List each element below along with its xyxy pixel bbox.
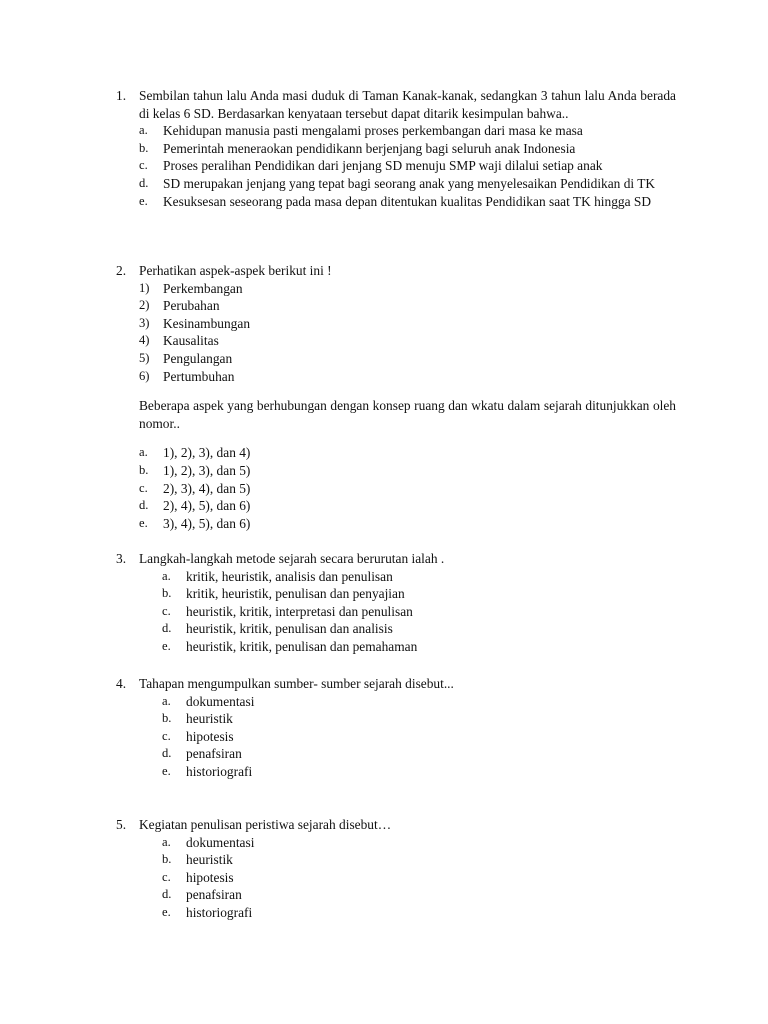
option-e: [139, 515, 676, 533]
question-3: [116, 550, 676, 656]
question-number: 3.: [116, 551, 127, 566]
option-text: historiografi: [186, 763, 253, 779]
option-label: b.: [139, 140, 149, 155]
item-label: 6): [139, 368, 150, 383]
option-text: dokumentasi: [186, 834, 255, 850]
option-a: [162, 568, 676, 586]
aspect-item-1: [139, 280, 676, 298]
question-text: Tahapan mengumpulkan sumber- sumber sejarah disebut...: [139, 676, 454, 691]
option-label: d.: [139, 175, 149, 190]
option-a: [139, 122, 676, 140]
option-text: 3), 4), 5), dan 6): [163, 515, 251, 531]
option-label: b.: [139, 462, 149, 477]
option-label: d.: [162, 746, 172, 761]
option-a: [162, 693, 676, 711]
option-text: historiografi: [186, 904, 253, 920]
option-text: SD merupakan jenjang yang tepat bagi seorang anak yang menyelesaikan Pendidikan di TK: [163, 175, 656, 191]
option-text: penafsiran: [186, 746, 242, 762]
option-label: e.: [162, 904, 171, 919]
question-4: [116, 675, 676, 781]
option-e: [139, 193, 676, 211]
option-e: [162, 638, 676, 656]
option-label: a.: [162, 693, 171, 708]
question-number: 4.: [116, 676, 127, 691]
option-b: [162, 710, 676, 728]
option-d: [162, 745, 676, 763]
option-text: heuristik, kritik, penulisan dan pemahaman: [186, 638, 418, 654]
option-text: 2), 3), 4), dan 5): [163, 480, 251, 496]
item-label: 5): [139, 350, 150, 365]
option-label: a.: [139, 445, 148, 460]
question-2-stem: [116, 262, 676, 280]
option-b: [162, 585, 676, 603]
option-label: c.: [139, 480, 148, 495]
question-text: Kegiatan penulisan peristiwa sejarah disebut…: [139, 817, 392, 832]
option-e: [162, 904, 676, 922]
option-label: e.: [162, 638, 171, 653]
question-number: 5.: [116, 817, 127, 832]
option-text: 1), 2), 3), dan 5): [163, 462, 251, 478]
option-c: [162, 869, 676, 887]
option-label: a.: [162, 568, 171, 583]
option-text: hipotesis: [186, 869, 234, 885]
option-label: b.: [162, 711, 172, 726]
option-text: kritik, heuristik, penulisan dan penyajian: [186, 586, 405, 602]
option-label: d.: [162, 621, 172, 636]
question-number: 2.: [116, 263, 127, 278]
option-c: [162, 603, 676, 621]
question-1: [116, 87, 676, 210]
option-d: [139, 497, 676, 515]
question-5-stem: [116, 816, 676, 834]
question-number: 1.: [116, 88, 127, 103]
option-b: [139, 140, 676, 158]
option-label: b.: [162, 586, 172, 601]
item-text: Perubahan: [163, 298, 220, 314]
option-label: d.: [162, 887, 172, 902]
question-5: [116, 816, 676, 922]
aspect-item-2: [139, 297, 676, 315]
option-label: c.: [162, 603, 171, 618]
option-c: [139, 157, 676, 175]
item-label: 4): [139, 333, 150, 348]
option-label: e.: [162, 763, 171, 778]
item-text: Pertumbuhan: [163, 368, 235, 384]
option-label: a.: [162, 834, 171, 849]
option-text: heuristik: [186, 852, 233, 868]
option-label: c.: [139, 158, 148, 173]
question-2: [116, 262, 676, 532]
option-label: c.: [162, 728, 171, 743]
option-text: Kehidupan manusia pasti mengalami proses perkembangan dari masa ke masa: [163, 123, 583, 139]
question-text: Perhatikan aspek-aspek berikut ini !: [139, 263, 332, 278]
option-text: Kesuksesan seseorang pada masa depan ditentukan kualitas Pendidikan saat TK hingga SD: [163, 193, 652, 209]
option-c: [162, 728, 676, 746]
question-4-stem: [116, 675, 676, 693]
option-c: [139, 480, 676, 498]
option-text: kritik, heuristik, analisis dan penulisan: [186, 568, 393, 584]
option-text: dokumentasi: [186, 693, 255, 709]
question-3-stem: [116, 550, 676, 568]
option-d: [162, 886, 676, 904]
option-text: heuristik, kritik, penulisan dan analisis: [186, 621, 393, 637]
option-label: a.: [139, 123, 148, 138]
option-label: e.: [139, 193, 148, 208]
option-d: [162, 620, 676, 638]
option-text: heuristik, kritik, interpretasi dan penulisan: [186, 603, 413, 619]
option-label: b.: [162, 852, 172, 867]
question-2-followup: Beberapa aspek yang berhubungan dengan konsep ruang dan wkatu dalam sejarah ditunjukkan oleh nomor..: [139, 398, 676, 431]
option-d: [139, 175, 676, 193]
option-text: Proses peralihan Pendidikan dari jenjang SD menuju SMP waji dilalui setiap anak: [163, 158, 603, 174]
option-label: c.: [162, 869, 171, 884]
option-b: [139, 462, 676, 480]
option-text: 2), 4), 5), dan 6): [163, 498, 251, 514]
aspect-item-5: [139, 350, 676, 368]
option-text: 1), 2), 3), dan 4): [163, 445, 251, 461]
question-text: Langkah-langkah metode sejarah secara berurutan ialah .: [139, 551, 445, 566]
option-label: d.: [139, 498, 149, 513]
question-text: Sembilan tahun lalu Anda masi duduk di Taman Kanak-kanak, sedangkan 3 tahun lalu Anda berada di kelas 6 SD. Berdasarkan kenyataan tersebut dapat ditarik kesimpulan bahwa..: [139, 88, 676, 121]
item-text: Perkembangan: [163, 280, 243, 296]
item-text: Pengulangan: [163, 350, 233, 366]
option-text: heuristik: [186, 711, 233, 727]
option-b: [162, 851, 676, 869]
option-label: e.: [139, 515, 148, 530]
option-text: hipotesis: [186, 728, 234, 744]
aspect-item-6: [139, 368, 676, 386]
item-label: 2): [139, 298, 150, 313]
aspect-item-3: [139, 315, 676, 333]
option-e: [162, 763, 676, 781]
item-text: Kesinambungan: [163, 315, 251, 331]
option-a: [139, 444, 676, 462]
option-a: [162, 834, 676, 852]
aspect-item-4: [139, 332, 676, 350]
question-1-stem: [116, 87, 676, 122]
item-text: Kausalitas: [163, 333, 219, 349]
item-label: 3): [139, 315, 150, 330]
option-text: Pemerintah meneraokan pendidikann berjenjang bagi seluruh anak Indonesia: [163, 140, 576, 156]
item-label: 1): [139, 280, 150, 295]
option-text: penafsiran: [186, 887, 242, 903]
